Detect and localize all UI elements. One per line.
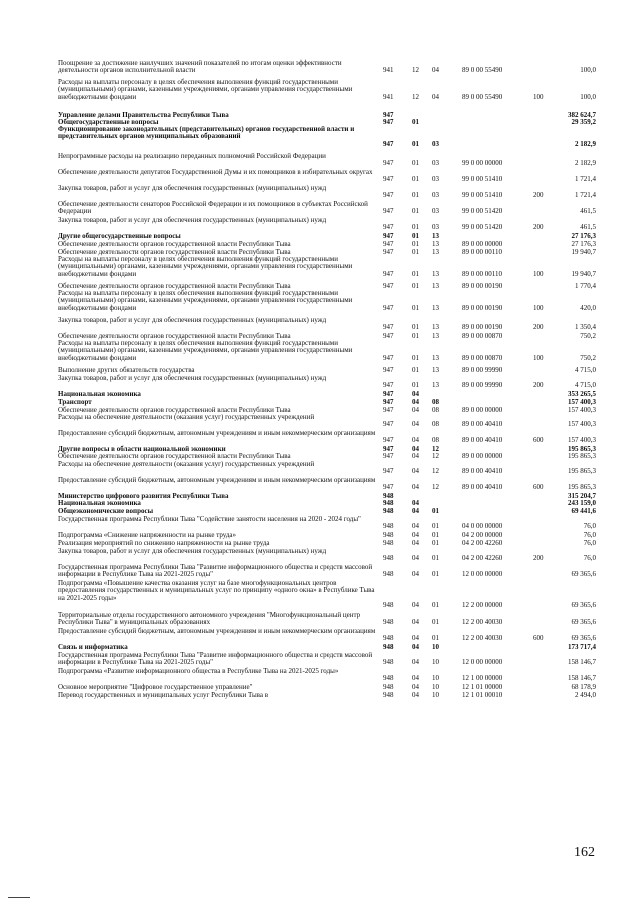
row-vr-code: 200 xyxy=(533,223,544,232)
row-gr-code: 947 xyxy=(383,232,394,240)
row-gr-code: 947 xyxy=(383,381,394,390)
row-csr-code: 89 0 00 40410 xyxy=(462,467,503,476)
row-rz-code: 04 xyxy=(412,467,419,476)
row-name: Закупка товаров, работ и услуг для обеспечения государственных (муниципальных) нужд xyxy=(58,316,327,324)
row-pr-code: 08 xyxy=(432,398,439,406)
row-csr-code: 89 0 00 00110 xyxy=(462,248,502,256)
row-csr-code: 89 0 00 00000 xyxy=(462,406,503,414)
row-gr-code: 947 xyxy=(383,240,394,248)
row-name: Обеспечение деятельности органов государственной власти Республики Тыва xyxy=(58,332,291,340)
row-sum: 1 770,4 xyxy=(575,282,596,290)
row-gr-code: 947 xyxy=(383,445,394,453)
row-name: Национальная экономика xyxy=(58,390,141,398)
row-vr-code: 100 xyxy=(533,269,544,278)
row-sum: 4 715,0 xyxy=(575,366,596,374)
row-name: Подпрограмма «Развитие информационного общества в Республике Тыва на 2021-2025 годы» xyxy=(58,667,339,675)
row-pr-code: 01 xyxy=(432,618,439,627)
table-row xyxy=(0,60,639,75)
row-gr-code: 947 xyxy=(383,332,394,340)
row-gr-code: 947 xyxy=(383,452,394,460)
row-sum: 157 400,3 xyxy=(568,420,596,429)
row-csr-code: 99 0 00 51410 xyxy=(462,191,503,200)
row-rz-code: 01 xyxy=(412,207,419,216)
row-gr-code: 947 xyxy=(383,223,394,232)
row-sum: 69 365,6 xyxy=(571,618,596,627)
row-name: Обеспечение деятельности депутатов Государственной Думы и их помощников в избирательных округах xyxy=(58,168,373,176)
row-rz-code: 04 xyxy=(412,499,419,507)
row-csr-code: 89 0 00 55490 xyxy=(462,92,503,101)
row-gr-code: 947 xyxy=(383,139,394,148)
row-sum: 461,5 xyxy=(580,207,596,216)
row-sum: 19 940,7 xyxy=(571,269,596,278)
row-csr-code: 12 2 00 40030 xyxy=(462,634,503,643)
row-pr-code: 12 xyxy=(432,467,439,476)
row-rz-code: 12 xyxy=(412,92,419,101)
page-number: 162 xyxy=(574,845,595,860)
row-sum: 19 940,7 xyxy=(571,248,596,256)
row-sum: 27 176,3 xyxy=(571,240,596,248)
table-row xyxy=(0,126,639,148)
row-name: Государственная программа Республики Тыва "Развитие информационного общества и средств массовой информации в Республике Тыва на 2021-2025 годы" xyxy=(58,563,373,579)
row-sum: 76,0 xyxy=(583,554,596,563)
row-rz-code: 01 xyxy=(412,269,419,278)
row-rz-code: 04 xyxy=(412,554,419,563)
row-sum: 29 359,2 xyxy=(571,118,596,126)
row-csr-code: 89 0 00 40410 xyxy=(462,420,503,429)
row-rz-code: 01 xyxy=(412,332,419,340)
row-sum: 157 400,3 xyxy=(568,436,596,445)
row-rz-code: 04 xyxy=(412,570,419,579)
row-name: Другие общегосударственные вопросы xyxy=(58,232,181,240)
row-rz-code: 04 xyxy=(412,531,419,539)
row-sum: 100,0 xyxy=(580,66,596,75)
row-csr-code: 04 2 00 42260 xyxy=(462,554,503,563)
row-rz-code: 04 xyxy=(412,658,419,667)
row-name: Закупка товаров, работ и услуг для обеспечения государственных (муниципальных) нужд xyxy=(58,216,327,224)
row-name: Расходы на обеспечение деятельности (оказания услуг) государственных учреждений xyxy=(58,460,315,468)
row-pr-code: 13 xyxy=(432,366,439,374)
row-rz-code: 01 xyxy=(412,323,419,332)
row-name: Обеспечение деятельности органов государственной власти Республики Тыва xyxy=(58,282,291,290)
row-pr-code: 13 xyxy=(432,240,439,248)
row-rz-code: 01 xyxy=(412,118,419,126)
row-csr-code: 89 0 00 40410 xyxy=(462,436,503,445)
row-name: Транспорт xyxy=(58,398,92,406)
row-csr-code: 99 0 00 51420 xyxy=(462,207,503,216)
row-vr-code: 200 xyxy=(533,323,544,332)
row-sum: 173 717,4 xyxy=(568,643,596,651)
table-row xyxy=(0,256,639,278)
row-gr-code: 941 xyxy=(383,66,394,75)
row-gr-code: 941 xyxy=(383,92,394,101)
row-rz-code: 04 xyxy=(412,691,419,699)
row-sum: 315 204,7 xyxy=(568,492,596,500)
row-gr-code: 947 xyxy=(383,303,394,312)
row-sum: 420,0 xyxy=(580,303,596,312)
row-pr-code: 12 xyxy=(432,483,439,492)
row-csr-code: 89 0 00 00110 xyxy=(462,269,502,278)
scan-mark xyxy=(8,897,30,898)
row-name: Расходы на обеспечение деятельности (оказания услуг) государственных учреждений xyxy=(58,413,315,421)
row-csr-code: 89 0 00 00190 xyxy=(462,323,503,332)
row-name: Закупка товаров, работ и услуг для обеспечения государственных (муниципальных) нужд xyxy=(58,184,327,192)
row-rz-code: 04 xyxy=(412,406,419,414)
table-row xyxy=(0,612,639,627)
row-vr-code: 200 xyxy=(533,381,544,390)
table-row xyxy=(0,79,639,101)
table-row xyxy=(0,185,639,200)
row-gr-code: 947 xyxy=(383,353,394,362)
row-name: Предоставление субсидий бюджетным, автономным учреждениям и иным некоммерческим организациям xyxy=(58,627,376,635)
row-csr-code: 12 0 00 00000 xyxy=(462,658,503,667)
row-name: Расходы на выплаты персоналу в целях обеспечения выполнения функций государственными (муниципальными) органами, казенными учреждениями, органами управления государственными внебюджетными фондами xyxy=(58,339,353,362)
row-rz-code: 01 xyxy=(412,223,419,232)
row-gr-code: 948 xyxy=(383,492,394,500)
row-name: Расходы на выплаты персоналу в целях обеспечения выполнения функций государственными (муниципальными) органами, казенными учреждениями, органами управления государственными внебюджетными фондами xyxy=(58,289,353,312)
row-csr-code: 12 1 01 00010 xyxy=(462,691,503,699)
row-sum: 382 624,7 xyxy=(568,111,596,119)
row-sum: 157 400,3 xyxy=(568,398,596,406)
row-csr-code: 04 0 00 00000 xyxy=(462,522,503,531)
row-csr-code: 89 0 00 99990 xyxy=(462,381,503,390)
row-gr-code: 947 xyxy=(383,390,394,398)
row-pr-code: 13 xyxy=(432,353,439,362)
row-rz-code: 01 xyxy=(412,159,419,168)
row-csr-code: 12 1 01 00000 xyxy=(462,683,503,691)
row-gr-code: 948 xyxy=(383,522,394,531)
row-vr-code: 100 xyxy=(533,92,544,101)
table-row xyxy=(0,668,639,683)
row-pr-code: 12 xyxy=(432,445,439,453)
row-rz-code: 04 xyxy=(412,600,419,609)
row-rz-code: 01 xyxy=(412,240,419,248)
row-vr-code: 200 xyxy=(533,554,544,563)
row-pr-code: 03 xyxy=(432,223,439,232)
row-pr-code: 13 xyxy=(432,248,439,256)
row-csr-code: 89 0 00 40410 xyxy=(462,483,503,492)
row-rz-code: 01 xyxy=(412,175,419,184)
row-gr-code: 948 xyxy=(383,507,394,515)
row-gr-code: 947 xyxy=(383,483,394,492)
table-row xyxy=(0,628,639,643)
row-csr-code: 99 0 00 00000 xyxy=(462,159,503,168)
row-name: Перевод государственных и муниципальных услуг Республики Тыва в xyxy=(58,691,269,699)
row-name: Государственная программа Республики Тыва "Развитие информационного общества и средств массовой информации в Республике Тыва на 2021-2025 годы" xyxy=(58,651,373,667)
row-vr-code: 600 xyxy=(533,634,544,643)
row-name: Обеспечение деятельности сенаторов Российской Федерации и их помощников в субъектах Российской Федерации xyxy=(58,200,368,216)
row-rz-code: 04 xyxy=(412,618,419,627)
table-row xyxy=(0,564,639,579)
row-gr-code: 948 xyxy=(383,683,394,691)
row-sum: 76,0 xyxy=(583,539,596,547)
row-gr-code: 948 xyxy=(383,531,394,539)
row-gr-code: 947 xyxy=(383,323,394,332)
row-sum: 243 159,0 xyxy=(568,499,596,507)
row-sum: 1 721,4 xyxy=(575,175,596,184)
row-sum: 69 365,6 xyxy=(571,634,596,643)
row-pr-code: 03 xyxy=(432,207,439,216)
row-gr-code: 947 xyxy=(383,191,394,200)
row-csr-code: 12 1 00 00000 xyxy=(462,674,503,683)
row-sum: 76,0 xyxy=(583,531,596,539)
row-rz-code: 01 xyxy=(412,282,419,290)
row-gr-code: 948 xyxy=(383,539,394,547)
row-sum: 69 365,6 xyxy=(571,600,596,609)
table-row xyxy=(0,414,639,429)
row-rz-code: 12 xyxy=(412,66,419,75)
row-sum: 68 178,9 xyxy=(571,683,596,691)
row-pr-code: 01 xyxy=(432,554,439,563)
row-csr-code: 89 0 00 00870 xyxy=(462,332,503,340)
row-name: Общегосударственные вопросы xyxy=(58,118,159,126)
row-gr-code: 948 xyxy=(383,643,394,651)
row-gr-code: 947 xyxy=(383,111,394,119)
row-name: Закупка товаров, работ и услуг для обеспечения государственных (муниципальных) нужд xyxy=(58,374,327,382)
row-gr-code: 947 xyxy=(383,467,394,476)
row-name: Связь и информатика xyxy=(58,643,128,651)
row-name: Предоставление субсидий бюджетным, автономным учреждениям и иным некоммерческим организациям xyxy=(58,476,376,484)
row-pr-code: 01 xyxy=(432,634,439,643)
row-gr-code: 947 xyxy=(383,248,394,256)
row-csr-code: 89 0 00 00190 xyxy=(462,303,503,312)
row-rz-code: 01 xyxy=(412,191,419,200)
row-rz-code: 04 xyxy=(412,507,419,515)
row-csr-code: 04 2 00 42260 xyxy=(462,539,503,547)
row-sum: 69 365,6 xyxy=(571,570,596,579)
row-name: Подпрограмма «Снижение напряженности на рынке труда» xyxy=(58,531,236,539)
row-name: Обеспечение деятельности органов государственной власти Республики Тыва xyxy=(58,248,291,256)
row-name: Территориальные отделы государственного автономного учреждения "Многофункциональный центр Республики Тыва" в муниципальных образованиях xyxy=(58,611,361,627)
row-pr-code: 10 xyxy=(432,683,439,691)
table-row xyxy=(0,580,639,609)
row-gr-code: 948 xyxy=(383,658,394,667)
row-sum: 750,2 xyxy=(580,353,596,362)
row-rz-code: 01 xyxy=(412,303,419,312)
row-gr-code: 948 xyxy=(383,691,394,699)
table-row xyxy=(0,516,639,531)
row-name: Общеэкономические вопросы xyxy=(58,507,154,515)
row-rz-code: 04 xyxy=(412,398,419,406)
row-sum: 76,0 xyxy=(583,522,596,531)
row-gr-code: 947 xyxy=(383,159,394,168)
row-pr-code: 13 xyxy=(432,282,439,290)
row-sum: 157 400,3 xyxy=(568,406,596,414)
row-name: Управление делами Правительства Республики Тыва xyxy=(58,111,229,119)
row-gr-code: 948 xyxy=(383,499,394,507)
row-name: Обеспечение деятельности органов государственной власти Республики Тыва xyxy=(58,406,291,414)
row-vr-code: 600 xyxy=(533,436,544,445)
row-pr-code: 01 xyxy=(432,507,439,515)
row-pr-code: 03 xyxy=(432,175,439,184)
row-pr-code: 10 xyxy=(432,658,439,667)
row-name: Расходы на выплаты персоналу в целях обеспечения выполнения функций государственными (муниципальными) органами, казенными учреждениями, органами управления государственными внебюджетными фондами xyxy=(58,255,353,278)
table-row xyxy=(0,290,639,312)
row-pr-code: 03 xyxy=(432,139,439,148)
table-row xyxy=(0,169,639,184)
row-pr-code: 08 xyxy=(432,406,439,414)
row-pr-code: 10 xyxy=(432,674,439,683)
row-sum: 69 441,6 xyxy=(571,507,596,515)
row-csr-code: 89 0 00 00190 xyxy=(462,282,503,290)
row-name: Поощрение за достижение наилучших значений показателей по итогам оценки эффективности деятельности органов исполнительной власти xyxy=(58,59,342,75)
row-rz-code: 04 xyxy=(412,390,419,398)
row-name: Функционирование законодательных (представительных) органов государственной власти и представительных органов муниципальных образований xyxy=(58,125,355,141)
row-gr-code: 947 xyxy=(383,207,394,216)
row-csr-code: 12 2 00 00000 xyxy=(462,600,503,609)
row-sum: 27 176,3 xyxy=(571,232,596,240)
row-name: Другие вопросы в области национальной экономики xyxy=(58,445,226,453)
row-pr-code: 01 xyxy=(432,522,439,531)
table-row xyxy=(0,477,639,492)
row-rz-code: 01 xyxy=(412,381,419,390)
row-pr-code: 01 xyxy=(432,531,439,539)
table-row xyxy=(0,375,639,390)
row-gr-code: 947 xyxy=(383,282,394,290)
row-rz-code: 01 xyxy=(412,139,419,148)
table-row xyxy=(0,461,639,476)
row-name: Государственная программа Республики Тыва "Содействие занятости населения на 2020 - 2024 годы" xyxy=(58,515,361,523)
row-rz-code: 04 xyxy=(412,634,419,643)
row-sum: 195 865,3 xyxy=(568,467,596,476)
row-gr-code: 948 xyxy=(383,570,394,579)
row-vr-code: 600 xyxy=(533,483,544,492)
row-rz-code: 04 xyxy=(412,483,419,492)
table-row xyxy=(0,548,639,563)
row-gr-code: 948 xyxy=(383,634,394,643)
row-name: Предоставление субсидий бюджетным, автономным учреждениям и иным некоммерческим организациям xyxy=(58,429,376,437)
row-gr-code: 947 xyxy=(383,366,394,374)
row-name: Непрограммные расходы на реализацию переданных полномочий Российской Федерации xyxy=(58,152,326,160)
row-pr-code: 08 xyxy=(432,436,439,445)
row-rz-code: 04 xyxy=(412,539,419,547)
table-row xyxy=(0,217,639,232)
row-sum: 2 182,9 xyxy=(575,159,596,168)
row-sum: 195 865,3 xyxy=(568,452,596,460)
row-pr-code: 13 xyxy=(432,323,439,332)
row-rz-code: 01 xyxy=(412,248,419,256)
row-sum: 750,2 xyxy=(580,332,596,340)
row-rz-code: 04 xyxy=(412,445,419,453)
row-name: Расходы на выплаты персоналу в целях обеспечения выполнения функций государственными (муниципальными) органами, казенными учреждениями, органами управления государственными внебюджетными фондами xyxy=(58,78,353,101)
table-row xyxy=(0,391,639,398)
table-row xyxy=(0,652,639,667)
table-row xyxy=(0,201,639,216)
row-pr-code: 03 xyxy=(432,191,439,200)
row-csr-code: 89 0 00 55490 xyxy=(462,66,503,75)
row-name: Закупка товаров, работ и услуг для обеспечения государственных (муниципальных) нужд xyxy=(58,547,327,555)
row-csr-code: 89 0 00 00000 xyxy=(462,240,503,248)
row-pr-code: 13 xyxy=(432,232,439,240)
row-sum: 158 146,7 xyxy=(568,674,596,683)
row-pr-code: 10 xyxy=(432,643,439,651)
row-pr-code: 04 xyxy=(432,66,439,75)
row-sum: 353 265,5 xyxy=(568,390,596,398)
table-row xyxy=(0,340,639,362)
row-sum: 1 350,4 xyxy=(575,323,596,332)
row-gr-code: 948 xyxy=(383,674,394,683)
row-name: Обеспечение деятельности органов государственной власти Республики Тыва xyxy=(58,452,291,460)
row-gr-code: 947 xyxy=(383,406,394,414)
row-rz-code: 04 xyxy=(412,420,419,429)
row-vr-code: 100 xyxy=(533,303,544,312)
row-gr-code: 947 xyxy=(383,436,394,445)
row-sum: 2 182,9 xyxy=(575,139,596,148)
row-rz-code: 04 xyxy=(412,436,419,445)
row-rz-code: 04 xyxy=(412,452,419,460)
table-row xyxy=(0,692,639,699)
row-gr-code: 948 xyxy=(383,600,394,609)
row-pr-code: 01 xyxy=(432,600,439,609)
row-sum: 195 865,3 xyxy=(568,483,596,492)
row-name: Реализация мероприятий по снижению напряженности на рынке труда xyxy=(58,539,270,547)
row-sum: 195 865,3 xyxy=(568,445,596,453)
row-csr-code: 99 0 00 51420 xyxy=(462,223,503,232)
row-csr-code: 12 0 00 00000 xyxy=(462,570,503,579)
row-csr-code: 89 0 00 99990 xyxy=(462,366,503,374)
row-pr-code: 10 xyxy=(432,691,439,699)
row-name: Обеспечение деятельности органов государственной власти Республики Тыва xyxy=(58,240,291,248)
row-rz-code: 04 xyxy=(412,683,419,691)
row-rz-code: 01 xyxy=(412,232,419,240)
row-name: Подпрограмма «Повышение качества оказания услуг на базе многофункциональных центров предоставления государственных и муниципальных услуг по принципу «одного окна» в Республике Тыва на 2021-2025 годы» xyxy=(58,579,375,602)
row-vr-code: 100 xyxy=(533,353,544,362)
row-sum: 158 146,7 xyxy=(568,658,596,667)
row-pr-code: 13 xyxy=(432,269,439,278)
table-row xyxy=(0,153,639,168)
table-row xyxy=(0,430,639,445)
row-pr-code: 03 xyxy=(432,159,439,168)
row-name: Основное мероприятие "Цифровое государственное управление" xyxy=(58,683,253,691)
row-csr-code: 12 2 00 40030 xyxy=(462,618,503,627)
row-rz-code: 04 xyxy=(412,522,419,531)
row-pr-code: 12 xyxy=(432,452,439,460)
row-gr-code: 948 xyxy=(383,554,394,563)
row-name: Выполнение других обязательств государства xyxy=(58,366,195,374)
row-sum: 1 721,4 xyxy=(575,191,596,200)
row-gr-code: 947 xyxy=(383,175,394,184)
row-csr-code: 99 0 00 51410 xyxy=(462,175,503,184)
row-csr-code: 04 2 00 00000 xyxy=(462,531,503,539)
row-pr-code: 04 xyxy=(432,92,439,101)
row-gr-code: 948 xyxy=(383,618,394,627)
row-gr-code: 947 xyxy=(383,269,394,278)
row-sum: 461,5 xyxy=(580,223,596,232)
row-pr-code: 13 xyxy=(432,303,439,312)
row-csr-code: 89 0 00 00000 xyxy=(462,452,503,460)
row-gr-code: 947 xyxy=(383,420,394,429)
row-pr-code: 01 xyxy=(432,570,439,579)
row-pr-code: 08 xyxy=(432,420,439,429)
row-rz-code: 01 xyxy=(412,353,419,362)
row-sum: 4 715,0 xyxy=(575,381,596,390)
row-gr-code: 947 xyxy=(383,398,394,406)
row-sum: 100,0 xyxy=(580,92,596,101)
row-name: Национальная экономика xyxy=(58,499,141,507)
row-sum: 2 494,0 xyxy=(575,691,596,699)
row-rz-code: 04 xyxy=(412,674,419,683)
row-csr-code: 89 0 00 00870 xyxy=(462,353,503,362)
row-rz-code: 01 xyxy=(412,366,419,374)
row-pr-code: 13 xyxy=(432,381,439,390)
row-gr-code: 947 xyxy=(383,118,394,126)
row-rz-code: 04 xyxy=(412,643,419,651)
row-pr-code: 13 xyxy=(432,332,439,340)
table-row xyxy=(0,317,639,332)
row-name: Министерство цифрового развития Республики Тыва xyxy=(58,492,229,500)
row-vr-code: 200 xyxy=(533,191,544,200)
row-pr-code: 01 xyxy=(432,539,439,547)
